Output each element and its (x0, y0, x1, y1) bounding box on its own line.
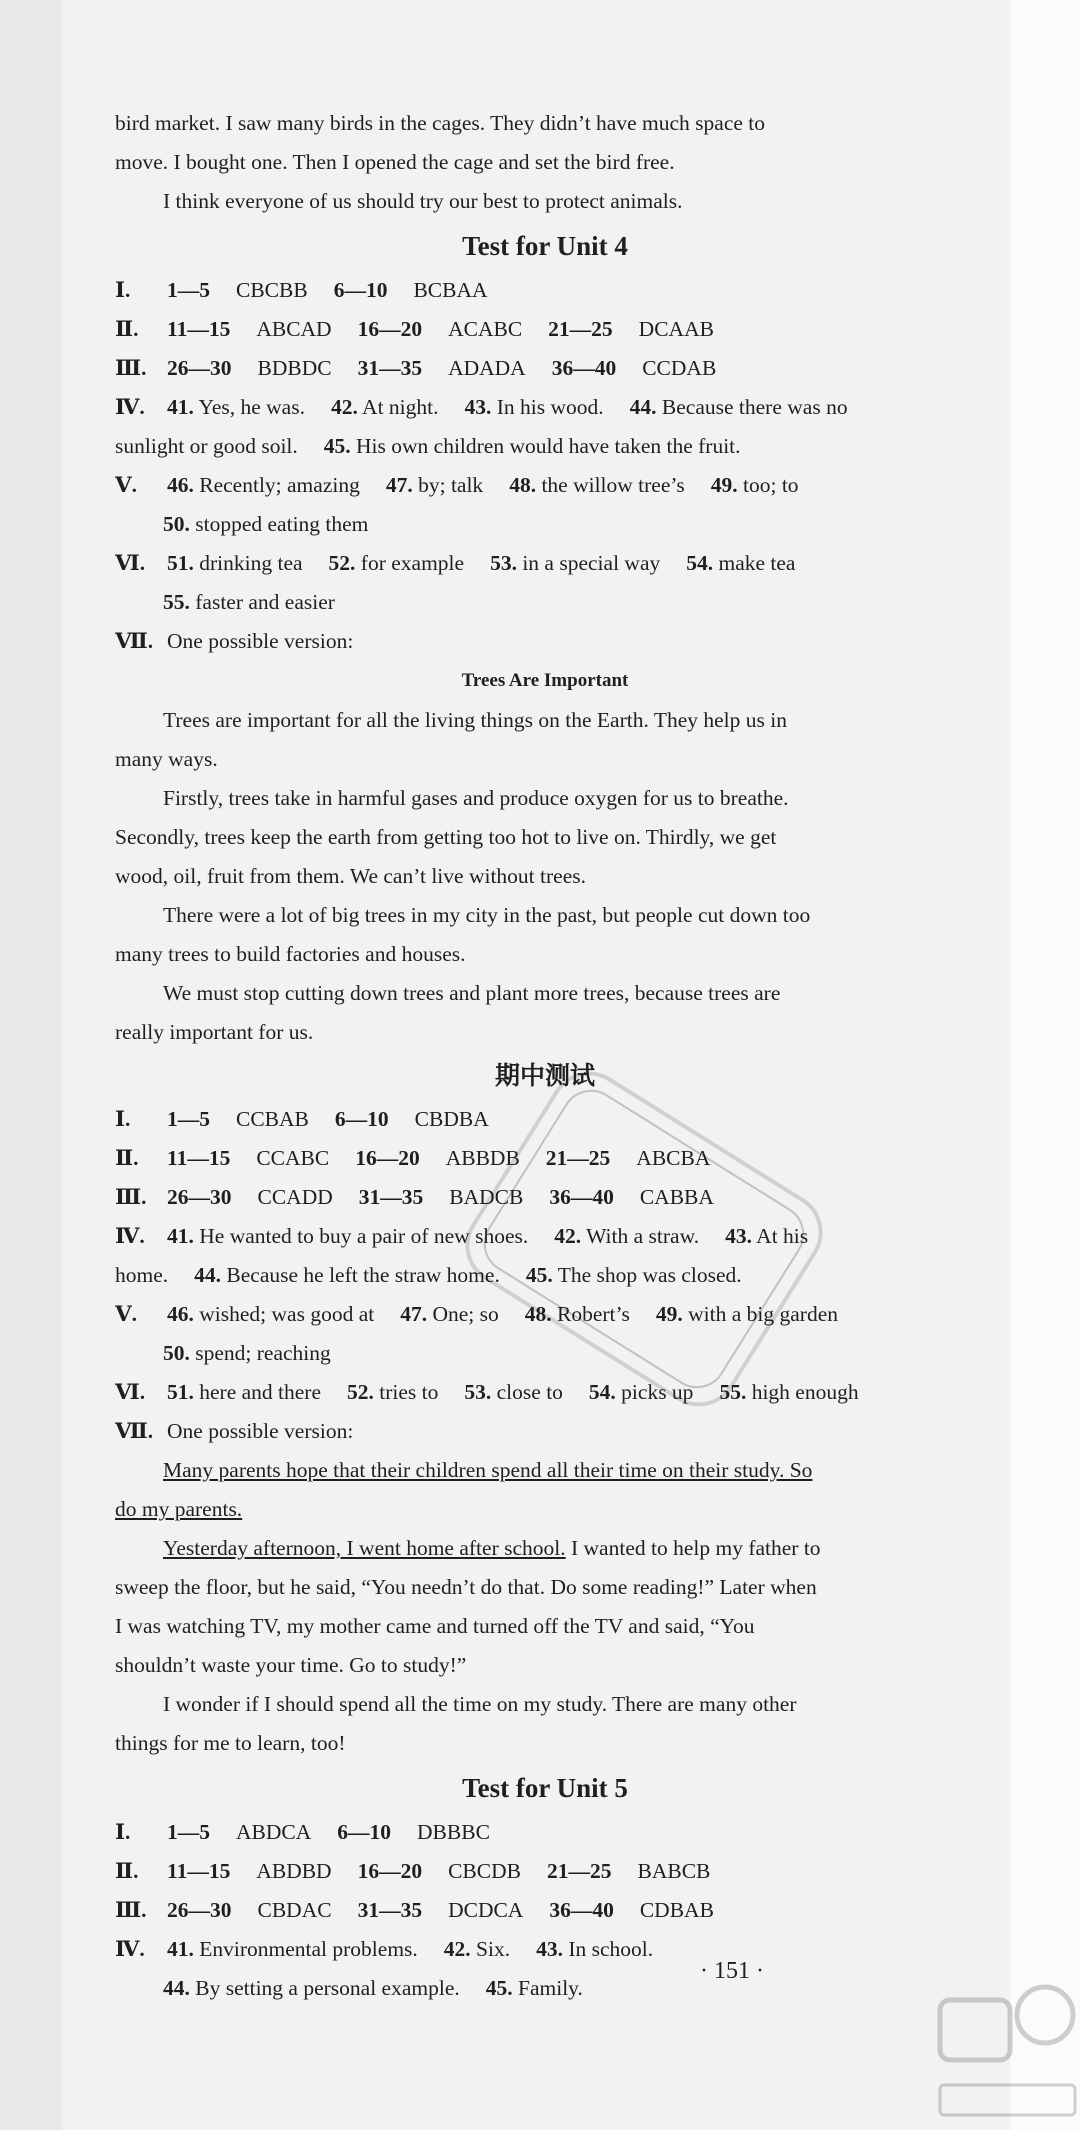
answer-row: 44. By setting a personal example. 45. Family. (163, 1976, 583, 2000)
essay-line: wood, oil, fruit from them. We can’t live without trees. (115, 864, 586, 888)
answer-row: Ⅱ. 11—15 ABCAD 16—20 ACABC 21—25 DCAAB (115, 317, 714, 341)
answer-row: Ⅰ. 1—5 ABDCA 6—10 DBBBC (115, 1820, 490, 1844)
essay-line: There were a lot of big trees in my city in the past, but people cut down too (163, 903, 811, 927)
essay-line: Many parents hope that their children spend all their time on their study. So (163, 1458, 813, 1482)
answer-row: Ⅶ. One possible version: (115, 1419, 354, 1443)
essay-line: sweep the floor, but he said, “You needn’t do that. Do some reading!” Later when (115, 1575, 817, 1599)
essay-title: Trees Are Important (461, 670, 629, 691)
essay-line: Firstly, trees take in harmful gases and produce oxygen for us to breathe. (163, 786, 789, 810)
essay-line: Secondly, trees keep the earth from getting too hot to live on. Thirdly, we get (115, 825, 777, 849)
answer-row: Ⅲ. 26—30 BDBDC 31—35 ADADA 36—40 CCDAB (115, 356, 717, 380)
answer-row: Ⅰ. 1—5 CBCBB 6—10 BCBAA (115, 278, 488, 302)
essay-line: really important for us. (115, 1020, 314, 1044)
essay-line: things for me to learn, too! (115, 1731, 346, 1755)
essay-line: I was watching TV, my mother came and turned off the TV and said, “You (115, 1614, 755, 1638)
answer-row: Ⅲ. 26—30 CCADD 31—35 BADCB 36—40 CABBA (115, 1185, 714, 1209)
essay-line: I wonder if I should spend all the time on my study. There are many other (163, 1692, 797, 1716)
answer-content (115, 104, 1015, 2008)
section-title-unit5: Test for Unit 5 (462, 1773, 628, 1803)
essay-line: Trees are important for all the living things on the Earth. They help us in (163, 708, 787, 732)
text-line: move. I bought one. Then I opened the cage and set the bird free. (115, 150, 675, 174)
answer-row: Ⅶ. One possible version: (115, 629, 354, 653)
answer-row: Ⅳ. 41. Environmental problems. 42. Six. 43. In school. (115, 1937, 654, 1961)
section-title-midterm: 期中测试 (494, 1061, 595, 1090)
essay-line: Yesterday afternoon, I went home after school. I wanted to help my father to (163, 1536, 821, 1560)
essay-line: many ways. (115, 747, 218, 771)
answer-row: Ⅴ. 46. Recently; amazing 47. by; talk 48. the willow tree’s 49. too; to (115, 473, 799, 497)
essay-line: shouldn’t waste your time. Go to study!” (115, 1653, 467, 1677)
page-number: · 151 · (700, 1958, 764, 1984)
answer-row: Ⅲ. 26—30 CBDAC 31—35 DCDCA 36—40 CDBAB (115, 1898, 714, 1922)
answer-row: 55. faster and easier (163, 590, 335, 614)
section-title-unit4: Test for Unit 4 (462, 231, 628, 261)
answer-row: home. 44. Because he left the straw home. 45. The shop was closed. (115, 1263, 742, 1287)
answer-row: Ⅵ. 51. drinking tea 52. for example 53. in a special way 54. make tea (115, 551, 796, 575)
text-line: bird market. I saw many birds in the cages. They didn’t have much space to (115, 111, 765, 135)
answer-row: Ⅳ. 41. He wanted to buy a pair of new shoes. 42. With a straw. 43. At his (115, 1224, 809, 1248)
answer-row: 50. stopped eating them (163, 512, 369, 536)
answer-row: 50. spend; reaching (163, 1341, 331, 1365)
text-line: I think everyone of us should try our best to protect animals. (163, 189, 683, 213)
answer-row: Ⅵ. 51. here and there 52. tries to 53. close to 54. picks up 55. high enough (115, 1380, 859, 1404)
corner-watermark-logo (935, 1975, 1080, 2125)
answer-row: Ⅴ. 46. wished; was good at 47. One; so 48. Robert’s 49. with a big garden (115, 1302, 838, 1326)
right-margin (1010, 0, 1080, 2130)
essay-line: do my parents. (115, 1497, 243, 1521)
answer-row: Ⅱ. 11—15 CCABC 16—20 ABBDB 21—25 ABCBA (115, 1146, 711, 1170)
answer-row: Ⅳ. 41. Yes, he was. 42. At night. 43. In his wood. 44. Because there was no (115, 395, 848, 419)
essay-line: We must stop cutting down trees and plant more trees, because trees are (163, 981, 781, 1005)
essay-line: many trees to build factories and houses. (115, 942, 466, 966)
answer-row: Ⅰ. 1—5 CCBAB 6—10 CBDBA (115, 1107, 489, 1131)
answer-row: Ⅱ. 11—15 ABDBD 16—20 CBCDB 21—25 BABCB (115, 1859, 711, 1883)
answer-row: sunlight or good soil. 45. His own children would have taken the fruit. (115, 434, 741, 458)
